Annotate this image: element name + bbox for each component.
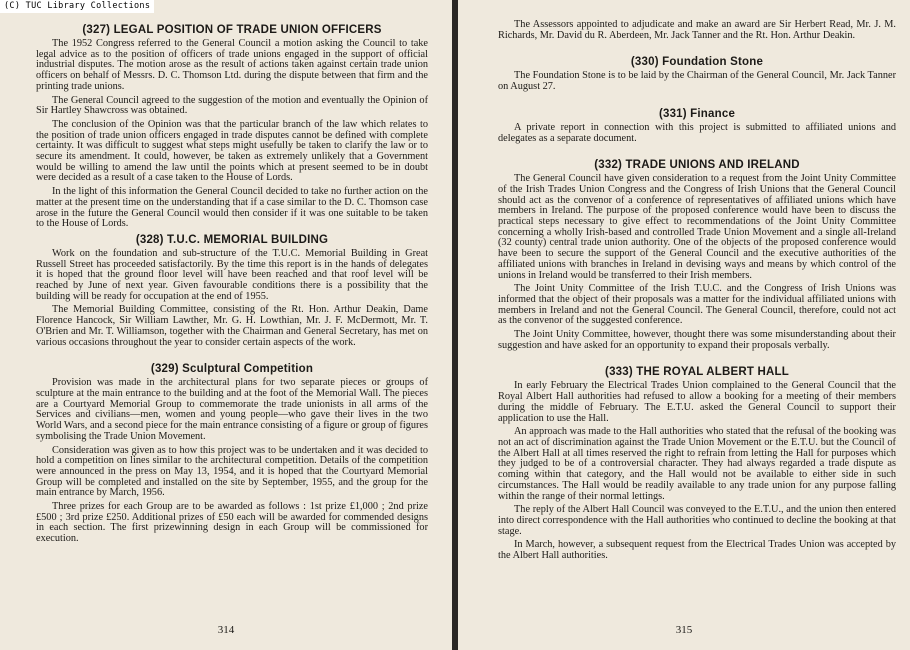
- page-number: 315: [675, 624, 693, 636]
- heading-330: (330) Foundation Stone: [630, 56, 764, 69]
- paragraph: The 1952 Congress referred to the General Council a motion asking the Council to take legal advice as to the position of officers of trade unions engaged in the support of official industrial disputes. The motion arose as the result of actions taken against certain trade union officers on behalf of Messrs. D. C. Thomson Ltd. during the dispute between that firm and the printing trade unions.: [36, 38, 428, 92]
- heading-333: (333) THE ROYAL ALBERT HALL: [605, 366, 789, 379]
- heading-328: (328) T.U.C. MEMORIAL BUILDING: [135, 233, 329, 246]
- paragraph: A private report in connection with this project is submitted to affiliated unions and delegates as a separate document.: [498, 121, 896, 144]
- paragraph: The conclusion of the Opinion was that the particular branch of the law which relates to the position of trade union officers engaged in trade disputes cannot be defined with complete certainty. It was difficult to suggest what steps might usefully be taken to clarify the law or to secure its amendment. It could, however, be taken as extremely unlikely that a Government would be willing to amend the law until the points which at present seemed to be in doubt were decided as a result of a case taken to the House of Lords.: [36, 118, 428, 184]
- page-number: 314: [217, 624, 235, 636]
- paragraph: The Joint Unity Committee of the Irish T.U.C. and the Congress of Irish Unions was informed that the object of their proposals was a matter for the individual affiliated unions with members in Ireland and not the General Council. The General Council, therefore, could not act as the convenor of the suggested conference.: [498, 283, 896, 327]
- library-watermark: (C) TUC Library Collections: [0, 0, 154, 13]
- heading-327: (327) LEGAL POSITION OF TRADE UNION OFFICERS: [82, 24, 382, 36]
- paragraph: Work on the foundation and sub-structure of the T.U.C. Memorial Building in Great Russell Street has proceeded satisfactorily. By the time this report is in the hands of delegates it is hoped that the ground floor level will have been reached and that roof level will be reached by June of next year. Given favourable conditions there is a possibility that the building will be ready for occupation at the end of 1955.: [36, 247, 428, 302]
- paragraph: The Memorial Building Committee, consisting of the Rt. Hon. Arthur Deakin, Dame Florence Hancock, Sir William Lawther, Mr. G. H. Lowthian, Mr. J. F. McDermott, Mr. T. O'Brien and Mr. T. Williamson, together with the Chairman and General Secretary, has met on various occasions throughout the year to consider certain aspects of the work.: [36, 304, 428, 348]
- right-page: [458, 0, 910, 650]
- paragraph: Consideration was given as to how this project was to be undertaken and it was decided to hold a competition on lines similar to the architectural competition. Details of the competition were announced in the press on May 13, 1954, and it is hoped that the Courtyard Memorial Group will be completed and installed on the site by September, 1955, and the group for the main entrance by March, 1956.: [36, 444, 428, 499]
- heading-332: (332) TRADE UNIONS AND IRELAND: [594, 159, 800, 172]
- paragraph: The General Council have given consideration to a request from the Joint Unity Committee of the Irish Trades Union Congress and the Congress of Irish Unions that the General Council should act as the convenor of a conference of representatives of affiliated unions which have members in Ireland. The purpose of the proposed conference would have been to discuss the practical steps necessary to give effect to recommendations of the Joint Unity Committee concerning a wholly Irish-based and controlled Trade Union Movement and a single all-Ireland (32 county) central trade union authority. One of the objects of the proposed conference would have been to secure the support of the General Council and the executive authorities of the affiliated unions with branches in Ireland in devising ways and means by which control of the unions in Ireland would be transferred to their Irish members.: [498, 173, 896, 281]
- left-page: [0, 0, 452, 650]
- heading-331: (331) Finance: [658, 107, 736, 120]
- paragraph: The General Council agreed to the suggestion of the motion and eventually the Opinion of Sir Hartley Shawcross was obtained.: [36, 94, 428, 117]
- paragraph: The reply of the Albert Hall Council was conveyed to the E.T.U., and the union then entered into direct correspondence with the Hall authorities who continued to decline the booking at that stage.: [498, 504, 896, 537]
- paragraph: Three prizes for each Group are to be awarded as follows : 1st prize £1,000 ; 2nd prize £500 ; 3rd prize £250. Additional prizes of £50 each will be awarded for commended designs in each section. The first prizewinning design in each Group will be commissioned for execution.: [36, 501, 428, 545]
- paragraph: In early February the Electrical Trades Union complained to the General Council that the Royal Albert Hall authorities had refused to allow a booking for a meeting of their members during the middle of February. The E.T.U. asked the General Council to support their application to use the Hall.: [498, 380, 896, 424]
- paragraph: The Assessors appointed to adjudicate and make an award are Sir Herbert Read, Mr. J. M. Richards, Mr. David du R. Aberdeen, Mr. Jack Tanner and the Rt. Hon. Arthur Deakin.: [498, 19, 896, 41]
- paragraph: In March, however, a subsequent request from the Electrical Trades Union was accepted by the Albert Hall authorities.: [498, 539, 896, 562]
- heading-329: (329) Sculptural Competition: [150, 363, 314, 376]
- paragraph: An approach was made to the Hall authorities who stated that the refusal of the booking was not an act of discrimination against the Trade Union Movement or the E.T.U. but the Council of the Albert Hall at all times reserved the right to refrain from letting the Hall for purposes which they judged to be of a controversial character. They had always regarded a trade dispute as coming within that category, and the Hall would not be available to either side in such circumstances. The Hall would be readily available to any trade union for any purpose falling within the range of their normal lettings.: [498, 426, 896, 502]
- paragraph: In the light of this information the General Council decided to take no further action on the matter at the present time on the understanding that if a case similar to the D. C. Thomson case arose in the future the General Council would then consider if it was one suitable to be taken to the House of Lords.: [36, 186, 428, 230]
- paragraph: The Foundation Stone is to be laid by the Chairman of the General Council, Mr. Jack Tanner on August 27.: [498, 70, 896, 93]
- paragraph: The Joint Unity Committee, however, thought there was some misunderstanding about their suggestion and have asked for an opportunity to expand their proposals verbally.: [498, 329, 896, 351]
- paragraph: Provision was made in the architectural plans for two separate pieces or groups of sculpture at the main entrance to the building and at the foot of the Memorial Wall. The pieces are a Courtyard Memorial Group to commemorate the trade unionists in all arms of the Services and civilians—men, women and young people—who gave their lives in the two World Wars, and a second piece for the main entrance consisting of a figure or group of figures symbolising the Trade Union Movement.: [36, 377, 428, 442]
